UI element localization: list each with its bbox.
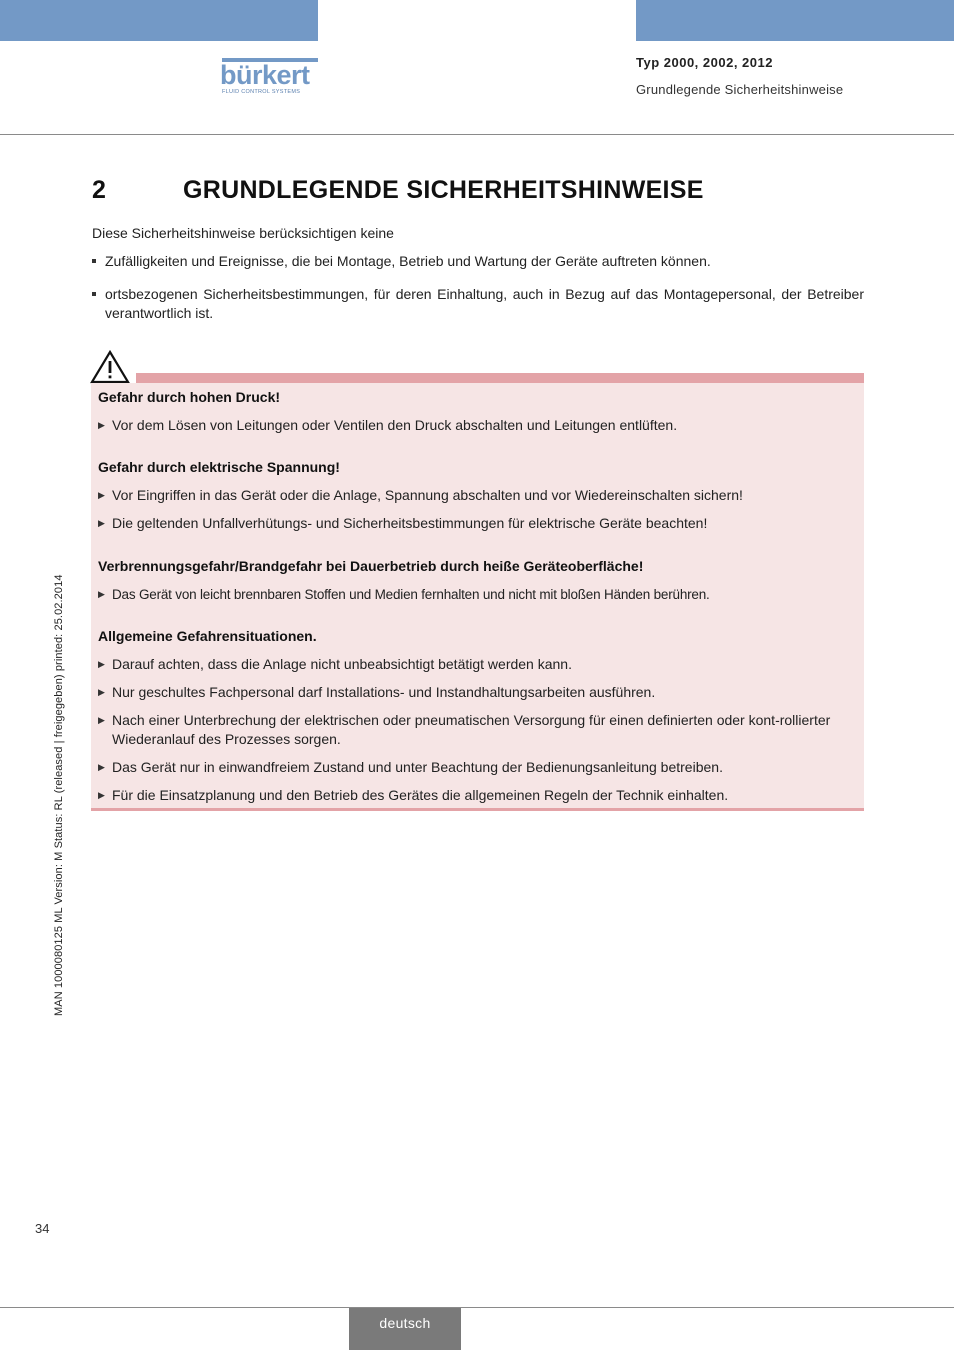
arrow-right-icon: ▶ [98,715,105,725]
warning-section-general [98,627,858,814]
logo-wordmark: bürkert [220,60,310,90]
header-divider [0,134,954,135]
warning-header-stripe [136,373,864,383]
warning-section-electrical [98,458,858,542]
list-item: ▶ Nach einer Unterbrechung der elektrischen oder pneumatischen Versorgung für einen definierten oder kont-rollierter Wiederanlauf des Prozesses sorgen. [98,712,831,747]
warning-heading: Gefahr durch hohen Druck! [98,389,281,405]
list-item: Zufälligkeiten und Ereignisse, die bei Montage, Betrieb und Wartung der Geräte auftreten können. [92,252,864,271]
warning-heading: Verbrennungsgefahr/Brandgefahr bei Dauerbetrieb durch heiße Geräteoberfläche! [98,558,644,574]
arrow-right-icon: ▶ [98,762,105,772]
chapter-number: 2 [92,176,106,204]
list-item: ▶ Für die Einsatzplanung und den Betrieb des Gerätes die allgemeinen Regeln der Technik einhalten. [98,787,729,803]
warning-section-pressure [98,388,858,444]
document-subtitle: Grundlegende Sicherheitshinweise [636,82,844,97]
list-item: ortsbezogenen Sicherheitsbestimmungen, für deren Einhaltung, auch in Bezug auf das Montagepersonal, der Betreiber verantwortlich ist. [92,285,864,323]
list-item: ▶ Die geltenden Unfallverhütungs- und Sicherheitsbestimmungen für elektrische Geräte beachten! [98,515,708,531]
arrow-right-icon: ▶ [98,659,105,669]
list-item: ▶ Vor Eingriffen in das Gerät oder die Anlage, Spannung abschalten und vor Wiedereinschalten sichern! [98,487,743,503]
list-item: ▶ Das Gerät von leicht brennbaren Stoffen und Medien fernhalten und nicht mit bloßen Händen berühren. [98,587,710,602]
arrow-right-icon: ▶ [98,420,105,430]
page-number: 34 [35,1221,50,1236]
list-item: ▶ Darauf achten, dass die Anlage nicht unbeabsichtigt betätigt werden kann. [98,656,572,672]
chapter-title: GRUNDLEGENDE SICHERHEITSHINWEISE [183,176,704,204]
document-status-note: MAN 1000080125 ML Version: M Status: RL (released | freigegeben) printed: 25.02.2014 [53,574,65,1016]
arrow-right-icon: ▶ [98,589,105,599]
language-tab: deutsch [349,1308,461,1350]
arrow-right-icon: ▶ [98,790,105,800]
warning-heading: Gefahr durch elektrische Spannung! [98,459,340,475]
footer-divider [0,1307,954,1308]
intro-bullet-list [92,252,864,337]
warning-triangle-icon [90,350,130,384]
arrow-right-icon: ▶ [98,518,105,528]
list-item: ▶ Das Gerät nur in einwandfreiem Zustand und unter Beachtung der Bedienungsanleitung betreiben. [98,759,723,775]
brand-logo [220,58,320,98]
list-item: ▶ Vor dem Lösen von Leitungen oder Ventilen den Druck abschalten und Leitungen entlüften. [98,417,678,433]
square-bullet-icon [92,259,96,263]
header-bar-left [0,0,318,41]
arrow-right-icon: ▶ [98,687,105,697]
header-bar-right [636,0,954,41]
square-bullet-icon [92,292,96,296]
intro-text: Diese Sicherheitshinweise berücksichtigen keine [92,225,394,241]
arrow-right-icon: ▶ [98,490,105,500]
document-title: Typ 2000, 2002, 2012 [636,55,773,70]
warning-section-burn [98,557,858,613]
list-item: ▶ Nur geschultes Fachpersonal darf Installations- und Instandhaltungsarbeiten ausführen. [98,684,656,700]
warning-heading: Allgemeine Gefahrensituationen. [98,628,317,644]
logo-tagline: FLUID CONTROL SYSTEMS [222,89,301,95]
